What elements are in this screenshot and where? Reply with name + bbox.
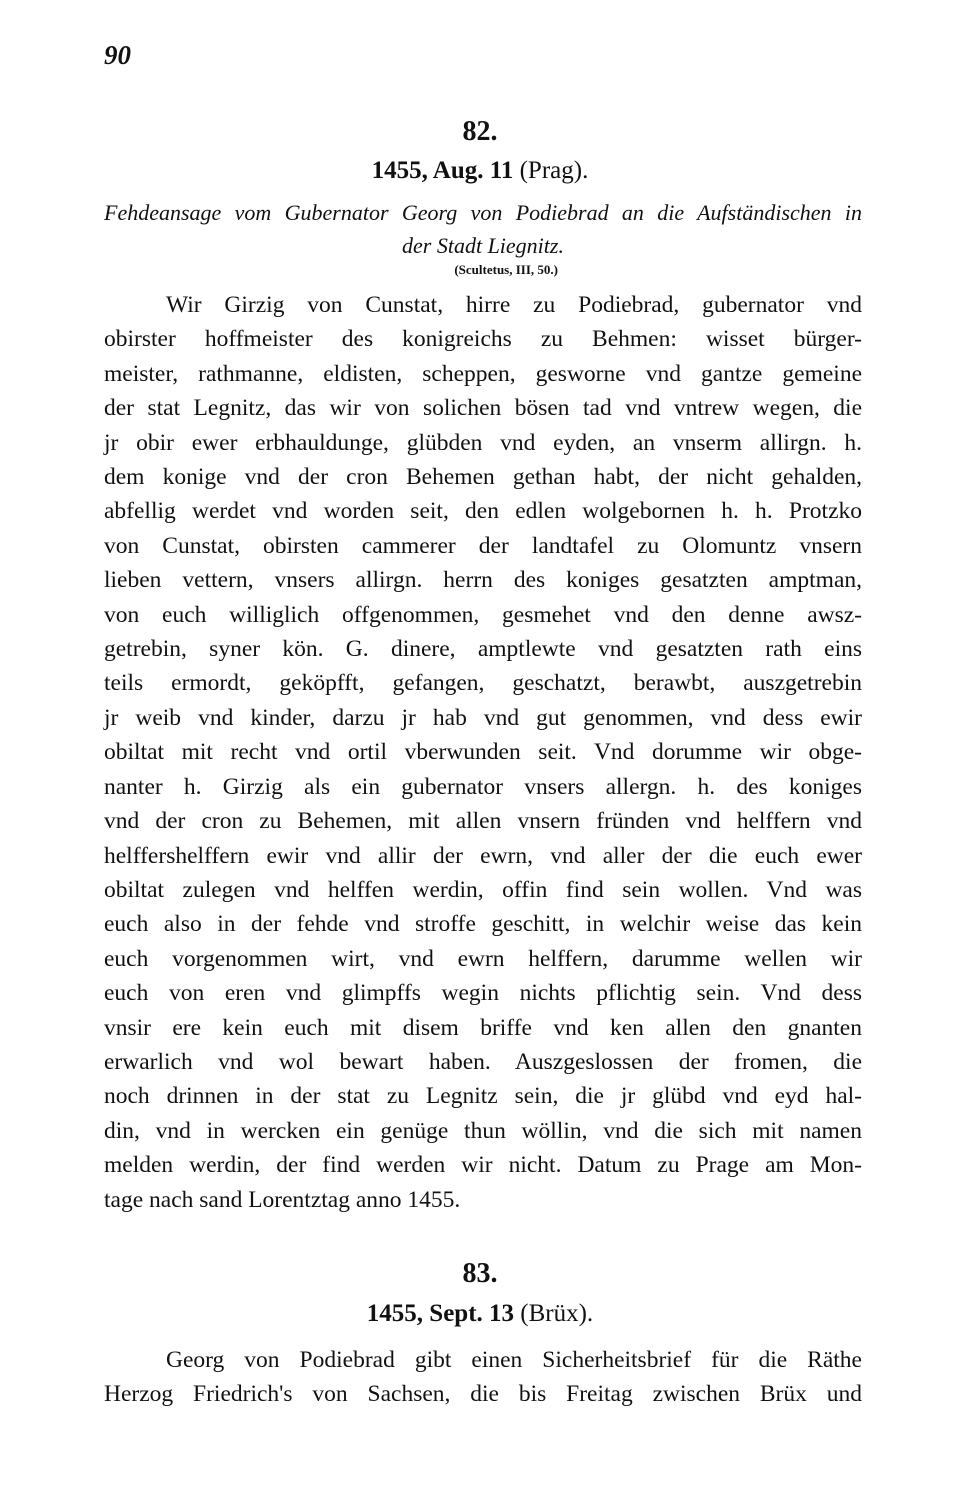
text-line: von euch williglich offgenommen, gesmehet vnd den denne awsz- [104,601,862,628]
text-line: vnd der cron zu Behemen, mit allen vnsern fründen vnd helffern vnd [104,808,862,835]
summary-line: der Stadt Liegnitz. [402,233,564,258]
text-line: melden werdin, der find werden wir nicht. Datum zu Prage am Mon- [104,1152,862,1179]
text-line: noch drinnen in der stat zu Legnitz sein, die jr glübd vnd eyd hal- [104,1083,862,1110]
text-line: tage nach sand Lorentztag anno 1455. [104,1186,461,1213]
text-line: obirster hoffmeister des konigreichs zu Behmen: wisset bürger- [104,326,862,353]
document-83-date-text: 1455, Sept. 13 [366,1300,515,1327]
text-line: der stat Legnitz, das wir von solichen bösen tad vnd vntrew wegen, die [104,395,862,422]
document-83-place: (Brüx). [520,1300,594,1327]
text-line: vnsir ere kein euch mit disem briffe vnd ken allen den gnanten [104,1014,862,1041]
text-line: euch vorgenommen wirt, vnd ewrn helffern, darumme wellen wir [104,945,862,972]
document-82-body [104,288,862,1217]
page-number: 90 [104,40,131,70]
document-82-summary [104,196,862,262]
text-line: obiltat mit recht vnd ortil vberwunden seit. Vnd dorumme wir obge- [104,739,862,766]
text-line: teils ermordt, geköpfft, gefangen, geschatzt, berawbt, auszgetrebin [104,670,862,697]
text-line: din, vnd in wercken ein genüge thun wöllin, vnd die sich mit namen [104,1117,862,1144]
text-line: euch also in der fehde vnd stroffe geschitt, in welchir weise das kein [104,911,862,938]
text-line: Wir Girzig von Cunstat, hirre zu Podiebrad, gubernator vnd [166,292,862,318]
text-line: Georg von Podiebrad gibt einen Sicherheitsbrief für die Räthe [166,1347,862,1373]
text-line: helffershelffern ewir vnd allir der ewrn, vnd aller der die euch ewer [104,842,862,869]
text-line: Herzog Friedrich's von Sachsen, die bis Freitag zwischen Brüx und [104,1381,862,1408]
text-line: von Cunstat, obirsten cammerer der landtafel zu Olomuntz vnsern [104,532,862,559]
text-line: euch von eren vnd glimpffs wegin nichts pflichtig sein. Vnd dess [104,980,862,1007]
text-line: meister, rathmanne, eldisten, scheppen, gesworne vnd gantze gemeine [104,360,862,387]
text-line: dem konige vnd der cron Behemen gethan habt, der nicht gehalden, [104,464,862,491]
text-line: jr obir ewer erbhauldunge, glübden vnd eyden, an vnserm allirgn. h. [104,429,862,456]
text-line: lieben vettern, vnsers allirgn. herrn des koniges gesatzten amptman, [104,567,862,594]
document-82-number: 82. [462,116,498,147]
text-line: obiltat zulegen vnd helffen werdin, offin find sein wollen. Vnd was [104,876,862,903]
text-line: getrebin, syner kön. G. dinere, amptlewte vnd gesatzten rath eins [104,636,862,663]
document-82-place: (Prag). [519,157,589,184]
document-82-source: (Scultetus, III, 50.) [454,262,558,277]
document-83-summary [104,1343,862,1412]
document-83-date [0,1300,960,1328]
text-line: jr weib vnd kinder, darzu jr hab vnd gut genommen, vnd dess ewir [104,704,862,731]
text-line: erwarlich vnd wol bewart haben. Auszgeslossen der fromen, die [104,1048,862,1075]
summary-line: Fehdeansage vom Gubernator Georg von Podiebrad an die Aufständischen in [104,200,862,225]
text-line: abfellig werdet vnd worden seit, den edlen wolgebornen h. h. Protzko [104,498,862,525]
document-82-date [0,157,960,185]
document-83-number: 83. [462,1258,498,1289]
document-82-date-text: 1455, Aug. 11 [371,157,514,184]
text-line: nanter h. Girzig als ein gubernator vnsers allergn. h. des koniges [104,773,862,800]
